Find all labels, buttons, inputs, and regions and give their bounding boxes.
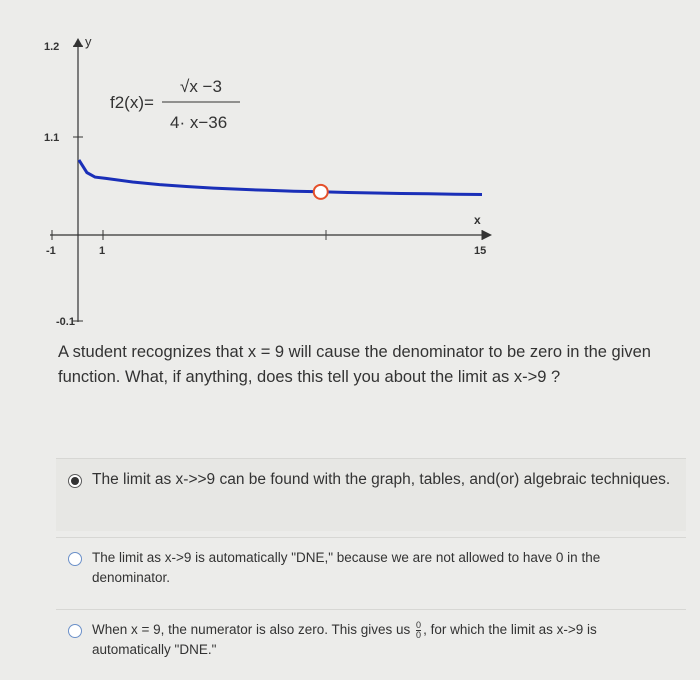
graph-svg (30, 30, 530, 330)
ytick-label-top: 1.2 (44, 41, 60, 53)
option-3-text-after: , for which the limit as x->9 is automatically "DNE." (92, 622, 597, 657)
option-3-label (92, 620, 676, 660)
ytick-label-bottom: -0.1 (56, 316, 75, 328)
formula-numerator: √x −3 (180, 77, 222, 96)
ylabel: y (85, 34, 92, 49)
option-3-text-before: When x = 9, the numerator is also zero. This gives us (92, 622, 411, 637)
xtick-label-1: 1 (99, 245, 106, 257)
option-2-label: The limit as x->9 is automatically "DNE," because we are not allowed to have 0 in the denominator. (92, 550, 601, 585)
ytick-label-mid: 1.1 (44, 132, 60, 144)
zero-over-zero-fraction (416, 621, 421, 640)
option-3[interactable] (56, 609, 686, 680)
x-axis-arrow-icon (482, 230, 492, 240)
xlabel: x (474, 213, 481, 227)
answer-options (56, 458, 686, 680)
graph (30, 30, 530, 330)
xtick-label-neg1: -1 (46, 245, 56, 257)
fraction-denominator: 0 (416, 629, 422, 640)
option-1[interactable] (56, 458, 686, 531)
formula-lhs: f2(x)= (110, 93, 154, 112)
hole-point (314, 185, 328, 199)
option-2[interactable] (56, 537, 686, 603)
formula-denominator: 4· x−36 (170, 113, 228, 132)
fraction-numerator: 0 (416, 619, 422, 630)
radio-unselected-icon[interactable] (68, 624, 82, 638)
question-text: A student recognizes that x = 9 will cause the denominator to be zero in the given function. What, if anything, does this tell you about the limit as x->9 ? (58, 343, 651, 386)
xtick-label-15: 15 (474, 245, 487, 257)
function-curve (79, 160, 482, 195)
radio-selected-icon[interactable] (68, 474, 82, 488)
radio-unselected-icon[interactable] (68, 552, 82, 566)
option-1-label: The limit as x->>9 can be found with the graph, tables, and(or) algebraic techniques. (92, 471, 671, 488)
